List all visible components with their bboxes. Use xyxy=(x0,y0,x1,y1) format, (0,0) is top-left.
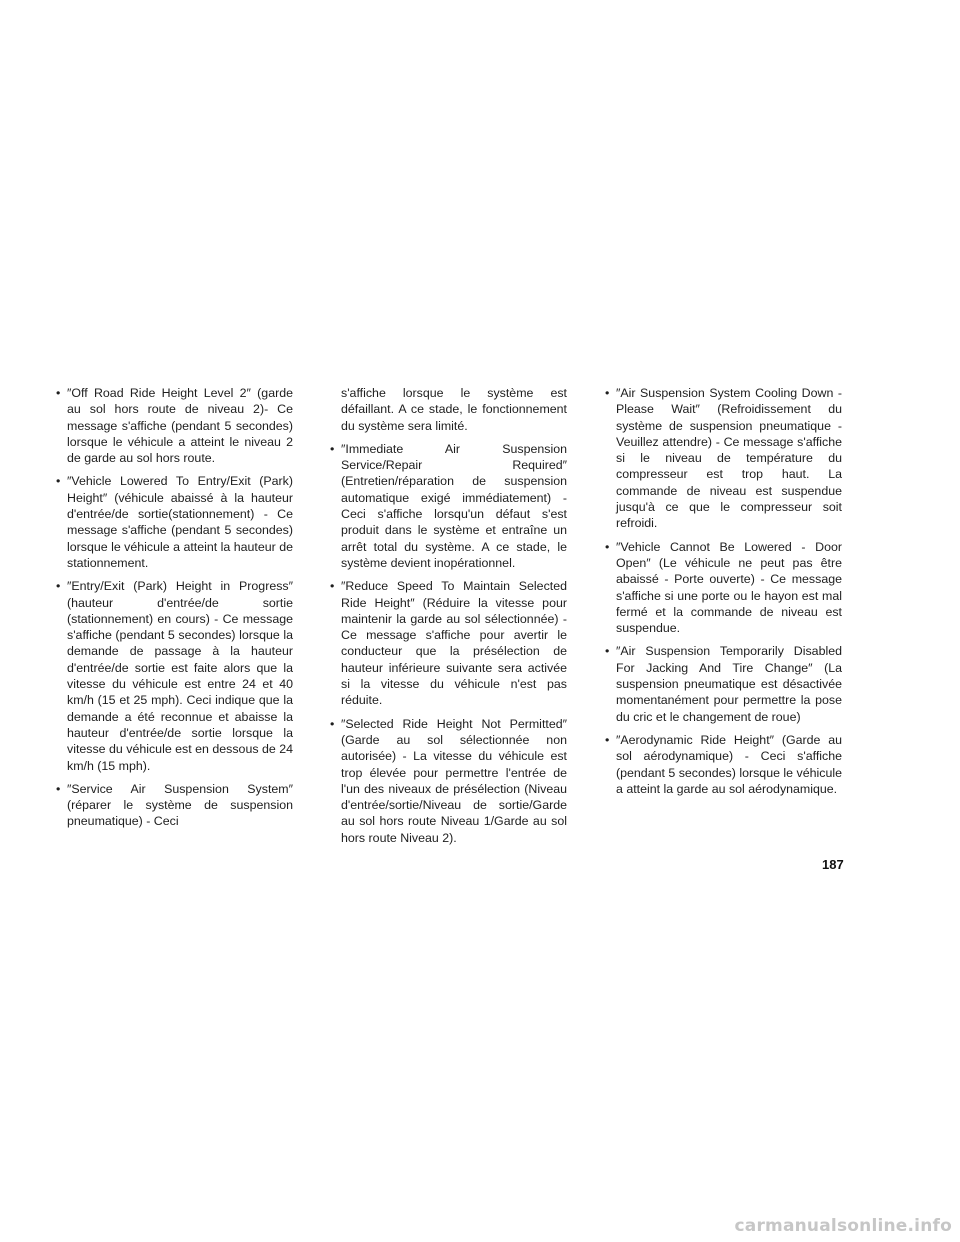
paragraph-text: ″Reduce Speed To Maintain Selected Ride Height″ (Réduire la vitesse pour maintenir la garde au sol sélectionnée) - Ce message s'affiche pour avertir le conducteur que la présélection de hauteur inférieure suivante sera activée si la vitesse du véhicule n'est pas réduite. xyxy=(341,579,567,708)
paragraph-text: ″Vehicle Lowered To Entry/Exit (Park) Height″ (véhicule abaissé à la hauteur d'entrée/de sortie(stationnement) - Ce message s'affiche (pendant 5 secondes) lorsque le véhicule a atteint la hauteur de stationnement. xyxy=(67,474,293,570)
paragraph-text: s'affiche lorsque le système est défaillant. A ce stade, le fonctionnement du système sera limité. xyxy=(341,386,567,433)
bullet-icon: • xyxy=(605,644,610,659)
paragraph-text: ″Air Suspension System Cooling Down - Please Wait″ (Refroidissement du système de suspension pneumatique - Veuillez attendre) - Ce message s'affiche si le niveau de température du compresseur est trop haut. La commande de niveau est suspendue jusqu'à ce que le compresseur soit refroidi. xyxy=(616,386,842,531)
bullet-icon: • xyxy=(605,732,610,747)
page-number: 187 xyxy=(822,857,844,872)
bullet-item xyxy=(605,539,842,637)
paragraph-text: ″Off Road Ride Height Level 2″ (garde au sol hors route de niveau 2)- Ce message s'affiche (pendant 5 secondes) lorsque le véhicule a atteint le niveau 2 de garde au sol hors route. xyxy=(67,386,293,466)
bullet-item xyxy=(605,643,842,724)
bullet-item xyxy=(330,578,567,708)
bullet-item xyxy=(605,385,842,532)
bullet-item xyxy=(330,716,567,846)
paragraph-text: ″Vehicle Cannot Be Lowered - Door Open″ (Le véhicule ne peut pas être abaissé - Porte ouverte) - Ce message s'affiche si une porte ou le hayon est mal fermé et la commande de niveau est suspendue. xyxy=(616,539,842,636)
bullet-item xyxy=(56,473,293,571)
bullet-item xyxy=(605,732,842,797)
bullet-icon: • xyxy=(56,579,61,594)
paragraph-text: ″Entry/Exit (Park) Height in Progress″ (hauteur d'entrée/de sortie (stationnement) en cours) - Ce message s'affiche (pendant 5 secondes) lorsque la demande de passage à la hauteur d'entrée/de sortie est faite alors que la vitesse du véhicule est entre 24 et 40 km/h (15 et 25 mph). Ceci indique que la demande a été reconnue et abaisse la hauteur d'entrée/de sortie lorsque la vitesse du véhicule est en dessous de 24 km/h (15 mph). xyxy=(67,579,293,773)
bullet-icon: • xyxy=(56,474,61,489)
bullet-icon: • xyxy=(605,386,610,400)
bullet-icon: • xyxy=(56,781,61,796)
paragraph-text: ″Immediate Air Suspension Service/Repair Required″ (Entretien/réparation de suspension automatique exigé immédiatement) - Ceci s'affiche lorsqu'un défaut s'est produit dans le système et entraîne un arrêt total du système. A ce stade, le système devient inopérationnel. xyxy=(341,441,567,570)
bullet-icon: • xyxy=(605,539,610,554)
text-column-middle xyxy=(330,385,567,853)
bullet-icon: • xyxy=(330,716,335,731)
bullet-item xyxy=(330,441,567,571)
paragraph-text: ″Service Air Suspension System″ (réparer le système de suspension pneumatique) - Ceci xyxy=(67,781,293,829)
paragraph-text: ″Selected Ride Height Not Permitted″ (Garde au sol sélectionnée non autorisée) - La vitesse du véhicule est trop élevée pour permettre l'entrée de l'un des niveaux de présélection (Niveau d'entrée/sortie/Niveau de sortie/Garde au sol hors route Niveau 1/Garde au sol hors route Niveau 2). xyxy=(341,716,567,845)
bullet-icon: • xyxy=(330,441,335,456)
bullet-item xyxy=(56,578,293,774)
text-column-right xyxy=(605,385,842,804)
bullet-item xyxy=(56,781,293,830)
bullet-icon: • xyxy=(330,579,335,594)
bullet-icon: • xyxy=(56,386,61,400)
paragraph-text: ″Aerodynamic Ride Height″ (Garde au sol aérodynamique) - Ceci s'affiche (pendant 5 secondes) lorsque le véhicule a atteint la garde au sol aérodynamique. xyxy=(616,732,842,796)
bullet-item xyxy=(56,385,293,466)
paragraph-text: ″Air Suspension Temporarily Disabled For Jacking And Tire Change″ (La suspension pneumatique est désactivée momentanément pour permettre la pose du cric et le changement de roue) xyxy=(616,644,842,724)
watermark: carmanualsonline.info xyxy=(734,1216,952,1236)
continued-paragraph xyxy=(330,385,567,434)
text-column-left xyxy=(56,385,293,837)
